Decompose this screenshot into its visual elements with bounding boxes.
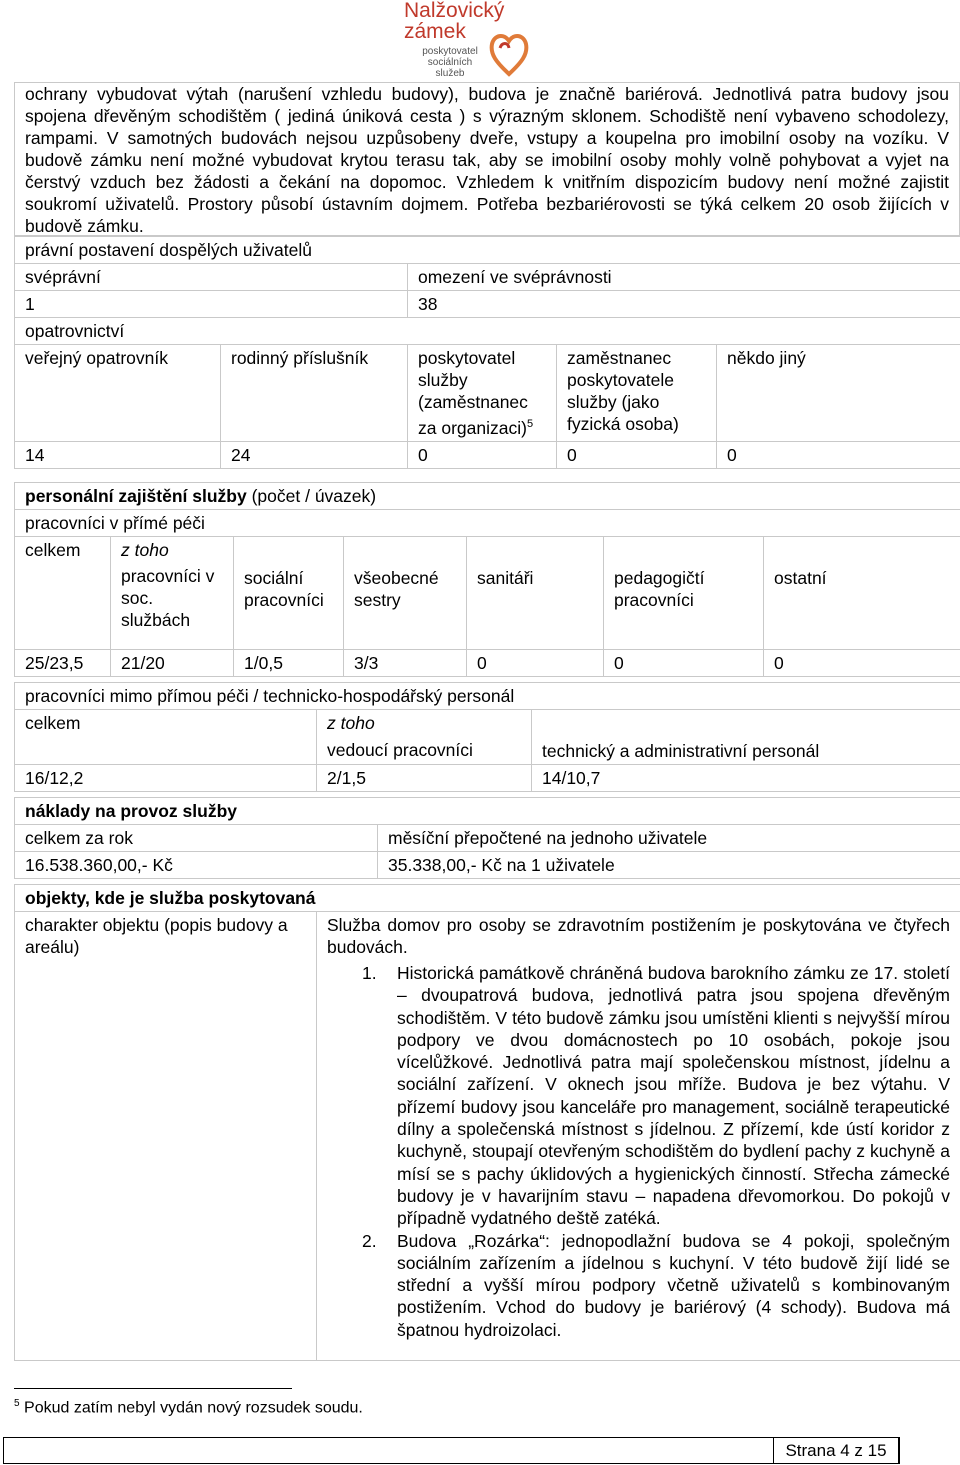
guardianship-heading: opatrovnictví [15, 318, 960, 345]
costs-table [14, 797, 960, 879]
direct-of-label: z toho [111, 537, 234, 564]
guardianship-val: 0 [408, 441, 557, 468]
legal-col-omezeni: omezení ve svéprávnosti [408, 264, 960, 291]
guardianship-val: 24 [221, 441, 408, 468]
direct-col: ostatní [764, 537, 960, 650]
indirect-col-tech: technický a administrativní personál [532, 710, 960, 765]
list-item-text: Historická památkově chráněná budova barokního zámku ze 17. století – dvoupatrová budova, jednotlivá patra jsou spojena dřevěným schodištěm. V této budově zámku jsou umístěni klienti s nejvyšší mírou podpory ve dvou domácnostech po 10 osobách, pokoje jsou vícelůžkové. Jednotlivá patra mají společenskou místnost, jídelnu a sociální zařízení. V oknech jsou mříže. Budova je bez výtahu. V přízemí budovy jsou kanceláře pro management, sociálně terapeutické dílny a společenská místnost s jídelnou. Z přízemí, kde ústí koridor z kuchyně, stoupají otevřeným schodištěm do bydlení pachy z kuchyně a mísí se s pachy úklidových a hygienických činností. Střecha zámecké budovy je v havarijním stavu – napadena dřevomorkou. Do pokojů v případně vydatného deště zatéká. [397, 963, 950, 1229]
objects-intro: Služba domov pro osoby se zdravotním postižením je poskytována ve čtyřech budovách. [327, 915, 950, 957]
heart-logo-icon [488, 28, 530, 78]
logo-subtitle [416, 46, 484, 79]
direct-col: sociální pracovníci [234, 537, 344, 650]
direct-val: 3/3 [344, 649, 467, 676]
staff-direct-table [14, 482, 960, 677]
objects-description [317, 912, 960, 1361]
guardianship-col-other: někdo jiný [717, 345, 960, 442]
logo-line1: Nalžovický [404, 0, 505, 22]
indirect-val: 2/1,5 [317, 765, 532, 792]
indirect-col-lead: vedoucí pracovníci [317, 737, 532, 765]
logo-sub2: sociálních [427, 57, 473, 68]
legal-col-svepravni: svéprávní [15, 264, 408, 291]
direct-val: 0 [467, 649, 604, 676]
footnote-ref: 5 [526, 418, 534, 430]
indirect-total-label: celkem [15, 710, 317, 765]
guardianship-col-family: rodinný příslušník [221, 345, 408, 442]
list-item [327, 962, 950, 1230]
guardianship-col-employee: zaměstnanec poskytovatele služby (jako fyzická osoba) [557, 345, 717, 442]
guardianship-col-public: veřejný opatrovník [15, 345, 221, 442]
guardianship-val: 0 [557, 441, 717, 468]
footnote-number: 5 [14, 1398, 20, 1409]
direct-val: 21/20 [111, 649, 234, 676]
guardianship-provider-label: poskytovatel služby (zaměstnanec za organizaci) [418, 348, 528, 438]
objects-list [327, 962, 950, 1341]
guardianship-val: 0 [717, 441, 960, 468]
footnote-text: Pokud zatím nebyl vydán nový rozsudek soudu. [24, 1399, 363, 1417]
indirect-val: 16/12,2 [15, 765, 317, 792]
legal-val-svepravni: 1 [15, 291, 408, 318]
direct-val: 0 [764, 649, 960, 676]
guardianship-val: 14 [15, 441, 221, 468]
direct-val: 1/0,5 [234, 649, 344, 676]
page-footer [3, 1437, 900, 1464]
costs-val-month: 35.338,00,- Kč na 1 uživatele [378, 852, 960, 879]
direct-val: 0 [604, 649, 764, 676]
list-item-text: Budova „Rozárka“: jednopodlažní budova se 4 pokoji, společným sociálním zařízením a jídelnou s kuchyní. V této budově žijí lidé se střední a vyšší mírou podpory včetně uživatelů s kombinovaným postižením. Vchod do budovy je bariérový (4 schody). Budova má špatnou hydroizolaci. [397, 1230, 950, 1340]
list-item [327, 1230, 950, 1341]
costs-val-year: 16.538.360,00,- Kč [15, 852, 378, 879]
costs-col-year: celkem za rok [15, 825, 378, 852]
costs-heading: náklady na provoz služby [15, 798, 960, 825]
staff-indirect-table [14, 682, 960, 792]
indirect-val: 14/10,7 [532, 765, 960, 792]
logo-sub3: služeb [435, 68, 465, 79]
legal-heading: právní postavení dospělých uživatelů [15, 237, 960, 264]
guardianship-col-provider [408, 345, 557, 442]
direct-care-heading: pracovníci v přímé péči [15, 510, 960, 537]
indirect-heading: pracovníci mimo přímou péči / technicko-hospodářský personál [15, 683, 960, 710]
direct-total-label: celkem [15, 537, 111, 650]
direct-val: 25/23,5 [15, 649, 111, 676]
list-item-number: 1. [362, 963, 377, 983]
staff-heading [15, 483, 960, 510]
logo-line2: zámek [404, 20, 466, 43]
objects-table [14, 884, 960, 1361]
staff-heading-bold: personální zajištění služby [25, 486, 247, 506]
legal-status-table [14, 236, 960, 469]
page-header [0, 0, 960, 82]
footnote [14, 1398, 363, 1417]
direct-col: pedagogičtí pracovníci [604, 537, 764, 650]
page-number: Strana 4 z 15 [773, 1437, 899, 1464]
intro-paragraph: ochrany vybudovat výtah (narušení vzhledu budovy), budova je značně bariérová. Jednotlivá patra budovy jsou spojena dřevěným schodištěm ( jediná úniková cesta ) s výrazným sklonem. Schodiště není vybaveno schodolezy, rampami. V samotných budovách nejsou uzpůsobeny dveře, vstupy a koupelna pro imobilní osoby na vozíku. V budově zámku není možné vybudovat krytou terasu tak, aby se imobilní osoby mohly volně pohybovat a vyjet na čerstvý vzduch bez žádosti a čekání na dopomoc. Vzhledem k vnitřním dispozicím budovy není možné zajistit soukromí uživatelů. Prostory působí ústavním dojmem. Potřeba bezbariérovosti se týká celkem 20 osob žijících v budově zámku. [14, 82, 960, 236]
costs-col-month: měsíční přepočtené na jednoho uživatele [378, 825, 960, 852]
objects-label: charakter objektu (popis budovy a areálu) [15, 912, 317, 1361]
legal-val-omezeni: 38 [408, 291, 960, 318]
logo [392, 0, 542, 80]
direct-col: sanitáři [467, 537, 604, 650]
list-item-number: 2. [362, 1230, 377, 1251]
direct-col: všeobecné sestry [344, 537, 467, 650]
footnote-separator [14, 1388, 292, 1389]
indirect-of-label: z toho [317, 710, 532, 738]
objects-heading: objekty, kde je služba poskytovaná [15, 885, 960, 912]
staff-heading-suffix: (počet / úvazek) [246, 486, 377, 506]
logo-sub1: poskytovatel [422, 46, 478, 57]
direct-col: pracovníci v soc. službách [111, 563, 234, 649]
